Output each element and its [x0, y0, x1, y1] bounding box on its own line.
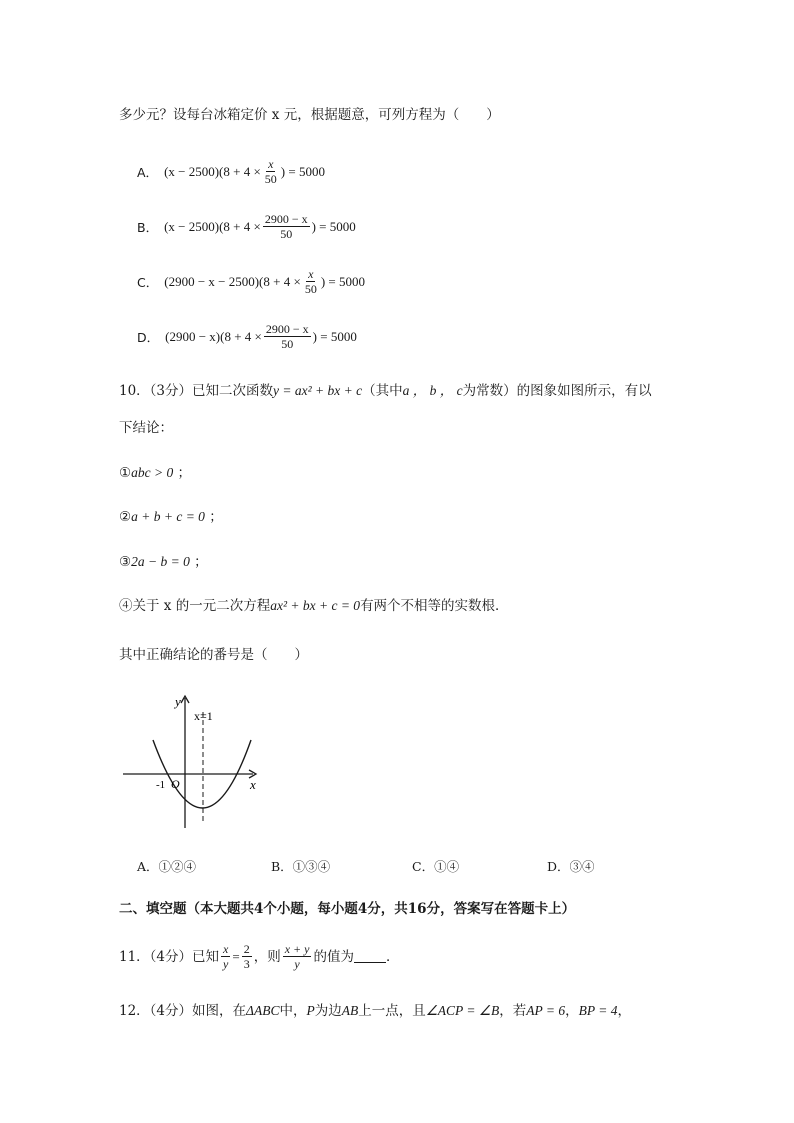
conclusion-math: ax² + bx + c = 0 — [270, 598, 361, 613]
q12-triangle: ΔABC — [246, 1003, 280, 1018]
q9-stem: 多少元？设每台冰箱定价 x 元，根据题意，可列方程为（ ） — [119, 107, 500, 123]
q10-stem-a: 10．（3分）已知二次函数 — [119, 383, 274, 399]
fraction-denominator: y — [223, 957, 229, 971]
y-axis-label: y — [175, 694, 181, 709]
q12-angle-relation: ∠ACP = ∠B — [425, 1003, 500, 1018]
q12-text-a: 12．（4分）如图，在 — [119, 1003, 247, 1019]
q10-function: y = ax² + bx + c — [273, 383, 363, 398]
option-expr-post: ) = 5000 — [280, 163, 325, 179]
option-expr-pre: (2900 − x − 2500)(8 + 4 × — [164, 273, 301, 289]
section-heading: 二、填空题（本大题共4个小题，每小题4分，共16分，答案写在答题卡上） — [119, 901, 576, 917]
q12-separator: ， — [565, 1003, 579, 1019]
answer-blank[interactable] — [354, 950, 386, 963]
conclusion-math: abc > 0 — [131, 465, 174, 480]
conclusion-math: 2a − b = 0 — [131, 554, 190, 569]
conclusion-mark: ② — [119, 509, 132, 525]
option-expr-post: ) = 5000 — [312, 328, 357, 344]
fraction-numerator: x — [308, 267, 314, 281]
q10-conclusion-4 — [119, 597, 509, 615]
q10-conclusion-1 — [119, 464, 191, 482]
q12-segment-ab: AB — [341, 1003, 359, 1018]
q10-ask: 其中正确结论的番号是（ ） — [119, 647, 308, 663]
x-axis-label: x — [250, 777, 256, 792]
conclusion-text: ④关于 x 的一元二次方程 — [119, 598, 271, 614]
q10-stem-c: 为常数）的图象如图所示，有以 — [462, 383, 652, 399]
fraction-denominator: 50 — [304, 282, 317, 296]
conclusion-text-end: 有两个不相等的实数根． — [360, 598, 509, 614]
q10-answer-d[interactable]: D．③④ — [547, 859, 595, 874]
fraction — [264, 322, 311, 351]
q10-conclusion-2 — [119, 508, 223, 526]
option-expr-pre: (x − 2500)(8 + 4 × — [164, 218, 261, 234]
q10-stem-b: （其中 — [362, 383, 403, 399]
fraction — [283, 942, 312, 971]
q10-answer-a[interactable]: A．①②④ — [137, 859, 197, 874]
conclusion-mark: ① — [119, 465, 132, 481]
fraction — [242, 942, 252, 971]
q11-pre: 11．（4分）已知 — [119, 948, 220, 965]
option-label: D． — [137, 329, 160, 345]
q9-option-d[interactable] — [137, 322, 357, 351]
conclusion-end: ； — [204, 509, 223, 525]
q12-point-p: P — [306, 1003, 315, 1018]
q10-stem2: 下结论： — [119, 420, 173, 436]
fraction-denominator: y — [294, 957, 300, 971]
q12 — [119, 1002, 631, 1020]
option-label: B． — [137, 219, 159, 235]
q11-equals: = — [232, 948, 240, 964]
conclusion-math: a + b + c = 0 — [131, 509, 205, 524]
fraction-numerator: 2900 − x — [264, 212, 308, 226]
q12-text-d: 上一点，且 — [358, 1003, 426, 1019]
conclusion-end: ； — [173, 465, 192, 481]
q9-option-b[interactable] — [137, 212, 356, 241]
fraction-numerator: 2900 − x — [265, 322, 309, 336]
q12-ap-value: AP = 6 — [526, 1003, 566, 1018]
q12-text-c: 为边 — [314, 1003, 342, 1019]
fraction-numerator: x — [268, 157, 274, 171]
q11-post: 的值为 — [313, 948, 354, 965]
fraction — [263, 212, 310, 241]
fraction — [263, 157, 279, 186]
q9-option-a[interactable] — [137, 157, 325, 186]
q10-answer-c[interactable]: C．①④ — [412, 859, 460, 874]
q12-bp-value: BP = 4 — [578, 1003, 618, 1018]
q10-conclusion-3 — [119, 553, 208, 571]
option-label: C． — [137, 274, 159, 290]
option-expr-post: ) = 5000 — [311, 218, 356, 234]
option-expr-post: ) = 5000 — [320, 273, 365, 289]
origin-label: O — [171, 777, 180, 791]
fraction — [221, 942, 230, 971]
fraction — [303, 267, 319, 296]
q10-vars: a ， b ， c — [402, 383, 463, 398]
q9-option-c[interactable] — [137, 267, 365, 296]
fraction-denominator: 50 — [281, 337, 294, 351]
q12-text-b: 中， — [279, 1003, 307, 1019]
q10-stem — [119, 382, 652, 400]
neg-one-label: -1 — [156, 779, 166, 791]
q11 — [119, 942, 399, 971]
option-expr-pre: (x − 2500)(8 + 4 × — [164, 163, 261, 179]
fraction-denominator: 50 — [280, 227, 293, 241]
symmetry-axis-label: x=1 — [194, 709, 213, 723]
conclusion-end: ； — [189, 554, 208, 570]
q11-mid: ，则 — [253, 948, 281, 965]
q11-end: ． — [385, 948, 400, 965]
q10-answer-b[interactable]: B．①③④ — [271, 859, 331, 874]
option-expr-pre: (2900 − x)(8 + 4 × — [165, 328, 262, 344]
q12-text-e: ，若 — [499, 1003, 527, 1019]
conclusion-mark: ③ — [119, 554, 132, 570]
fraction-numerator: x — [223, 942, 229, 956]
parabola-graph — [118, 690, 268, 835]
option-label: A． — [137, 164, 159, 180]
fraction-numerator: x + y — [284, 942, 310, 956]
q12-end: ， — [617, 1003, 631, 1019]
fraction-numerator: 2 — [243, 942, 250, 956]
fraction-denominator: 3 — [243, 957, 250, 971]
fraction-denominator: 50 — [264, 172, 277, 186]
